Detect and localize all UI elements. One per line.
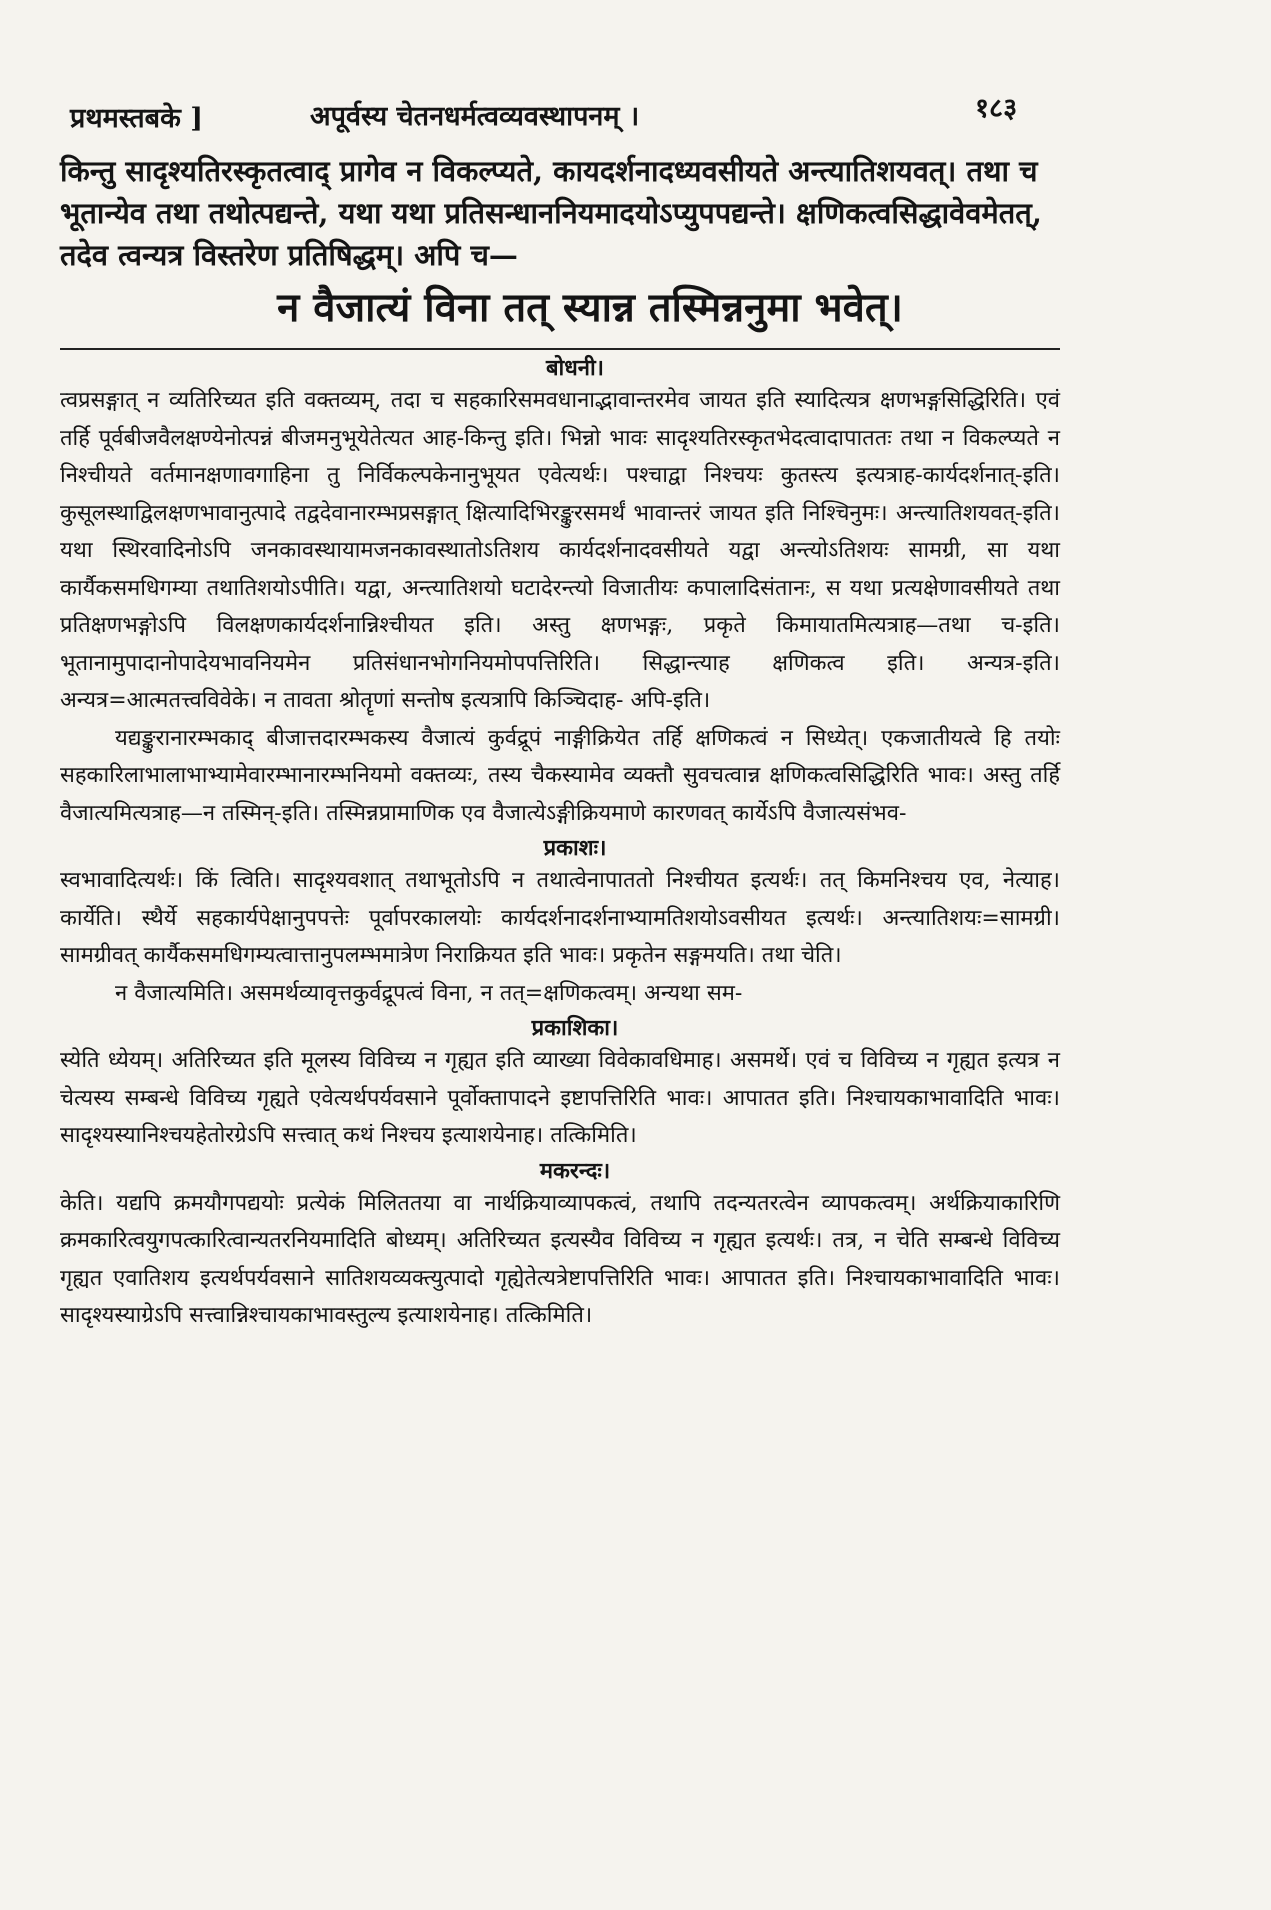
page-number: १८३ (975, 93, 1018, 124)
prakashika-commentary (60, 1042, 1060, 1155)
prakasha-paragraph-2: न वैजात्यमिति। असमर्थव्यावृत्तकुर्वद्रूपत्वं विना, न तत्=क्षणिकत्वम्। अन्यथा सम- (115, 980, 743, 1006)
karika-verse: न वैजात्यं विना तत् स्यान्न तस्मिन्ननुमा भवेत्। (277, 284, 903, 331)
book-page (60, 70, 1060, 1335)
bodhani-title: बोधनी। (545, 355, 605, 381)
bodhani-paragraph-2: यद्यङ्कुरानारम्भकाद् बीजात्तदारम्भकस्य वैजात्यं कुर्वद्रूपं नाङ्गीक्रियेत तर्हि क्षणिकत्वं न सिध्येत्। एकजातीयत्वे हि तयोः सहकारिलाभालाभाभ्यामेवारम्भानारम्भनियमो वक्तव्यः, तस्य चैकस्यामेव व्यक्तौ सुवचत्वान्न क्षणिकत्वसिद्धिरिति भावः। अस्तु तर्हि वैजात्यमित्यत्राह—न तस्मिन्-इति। तस्मिन्नप्रामाणिक एव वैजात्येऽङ्गीक्रियमाणे कारणवत् कार्येऽपि वैजात्यसंभव- (60, 725, 1060, 826)
bodhani-commentary (60, 382, 1060, 832)
root-text-paragraph: किन्तु सादृश्यतिरस्कृतत्वाद् प्रागेव न विकल्प्यते, कायदर्शनादध्यवसीयते अन्त्यातिशयवत्। तथा च भूतान्येव तथा तथोत्पद्यन्ते, यथा यथा प्रतिसन्धाननियमादयोऽप्युपपद्यन्ते। क्षणिकत्वसिद्धावेवमेतत्, तदेव त्वन्यत्र विस्तरेण प्रतिषिद्धम्। अपि च— (60, 154, 1042, 272)
bodhani-paragraph-1: त्वप्रसङ्गात् न व्यतिरिच्यत इति वक्तव्यम्, तदा च सहकारिसमवधानाद्भावान्तरमेव जायत इति स्यादित्यत्र क्षणभङ्गसिद्धिरिति। एवं तर्हि पूर्वबीजवैलक्षण्येनोत्पन्नं बीजमनुभूयेतेत्यत आह-किन्तु इति। भिन्नो भावः सादृश्यतिरस्कृतभेदत्वादापाततः तथा न विकल्प्यते न निश्चीयते वर्तमानक्षणावगाहिना तु निर्विकल्पकेनानुभूयत एवेत्यर्थः। पश्चाद्वा निश्चयः कुतस्त्य इत्यत्राह-कार्यदर्शनात्-इति। कुसूलस्थाद्विलक्षणभावानुत्पादे तद्वदेवानारम्भप्रसङ्गात् क्षित्यादिभिरङ्कुरसमर्थं भावान्तरं जायत इति निश्चिनुमः। अन्त्यातिशयवत्-इति। यथा स्थिरवादिनोऽपि जनकावस्थायामजनकावस्थातोऽतिशय कार्यदर्शनादवसीयते यद्वा अन्त्योऽतिशयः सामग्री, सा यथा कार्यैकसमधिगम्या तथातिशयोऽपीति। यद्वा, अन्त्यातिशयो घटादेरन्त्यो विजातीयः कपालादिसंतानः, स यथा प्रत्यक्षेणावसीयते तथा प्रतिक्षणभङ्गोऽपि विलक्षणकार्यदर्शनान्निश्चीयत इति। अस्तु क्षणभङ्गः, प्रकृते किमायातमित्यत्राह—तथा च-इति। भूतानामुपादानोपादेयभावनियमेन प्रतिसंधानभोगनियमोपपत्तिरिति। सिद्धान्त्याह क्षणिकत्व इति। अन्यत्र-इति। अन्यत्र=आत्मतत्त्वविवेके। न तावता श्रोतॄणां सन्तोष इत्यत्रापि किञ्चिदाह- अपि-इति। (60, 388, 1060, 713)
running-head-title: अपूर्वस्य चेतनधर्मत्वव्यवस्थापनम् । (310, 101, 640, 132)
root-text (60, 150, 1060, 276)
prakasha-commentary (60, 862, 1060, 1012)
section-divider (60, 348, 1060, 350)
makaranda-paragraph-1: केति। यद्यपि क्रमयौगपद्ययोः प्रत्येकं मिलिततया वा नार्थक्रियाव्यापकत्वं, तथापि तदन्यतरत्वेन व्यापकत्वम्। अर्थक्रियाकारिणि क्रमकारित्वयुगपत्कारित्वान्यतरनियमादिति बोध्यम्। अतिरिच्यत इत्यस्यैव विविच्य न गृह्यत इत्यर्थः। तत्र, न चेति सम्बन्धे विविच्य गृह्यत एवातिशय इत्यर्थपर्यवसाने सातिशयव्यक्त्युत्पादो गृह्येतेत्यत्रेष्टापत्तिरिति भावः। आपातत इति। निश्चायकाभावादिति भावः। सादृश्यस्याग्रेऽपि सत्त्वान्निश्चायकाभावस्तुल्य इत्याशयेनाह। तत्किमिति। (60, 1190, 1060, 1328)
running-head-chapter: प्रथमस्तबके ] (70, 103, 203, 134)
prakashika-title: प्रकाशिका। (531, 1015, 619, 1041)
makaranda-commentary (60, 1185, 1060, 1335)
prakasha-paragraph-1: स्वभावादित्यर्थः। किं त्विति। सादृश्यवशात् तथाभूतोऽपि न तथात्वेनापाततो निश्चीयत इत्यर्थः। तत् किमनिश्चय एव, नेत्याह। कार्येति। स्थैर्ये सहकार्यपेक्षानुपपत्तेः पूर्वापरकालयोः कार्यदर्शनादर्शनाभ्यामतिशयोऽवसीयत इत्यर्थः। अन्त्यातिशयः=सामग्री। सामग्रीवत् कार्यैकसमधिगम्यत्वात्तानुपलम्भमात्रेण निराक्रियत इति भावः। प्रकृतेन सङ्गमयति। तथा चेति। (60, 868, 1060, 968)
running-head (60, 70, 1060, 134)
makaranda-title: मकरन्दः। (539, 1157, 611, 1184)
prakashika-paragraph-1: स्येति ध्येयम्। अतिरिच्यत इति मूलस्य विविच्य न गृह्यत इति व्याख्या विवेकावधिमाह। असमर्थे। एवं च विविच्य न गृह्यत इत्यत्र न चेत्यस्य सम्बन्धे विविच्य गृह्यते एवेत्यर्थपर्यवसाने पूर्वोक्तापादने इष्टापत्तिरिति भावः। आपातत इति। निश्चायकाभावादिति भावः। सादृश्यस्यानिश्चयहेतोरग्रेऽपि सत्त्वात् कथं निश्चय इत्याशयेनाह। तत्किमिति। (60, 1048, 1060, 1148)
prakasha-title: प्रकाशः। (543, 835, 607, 861)
